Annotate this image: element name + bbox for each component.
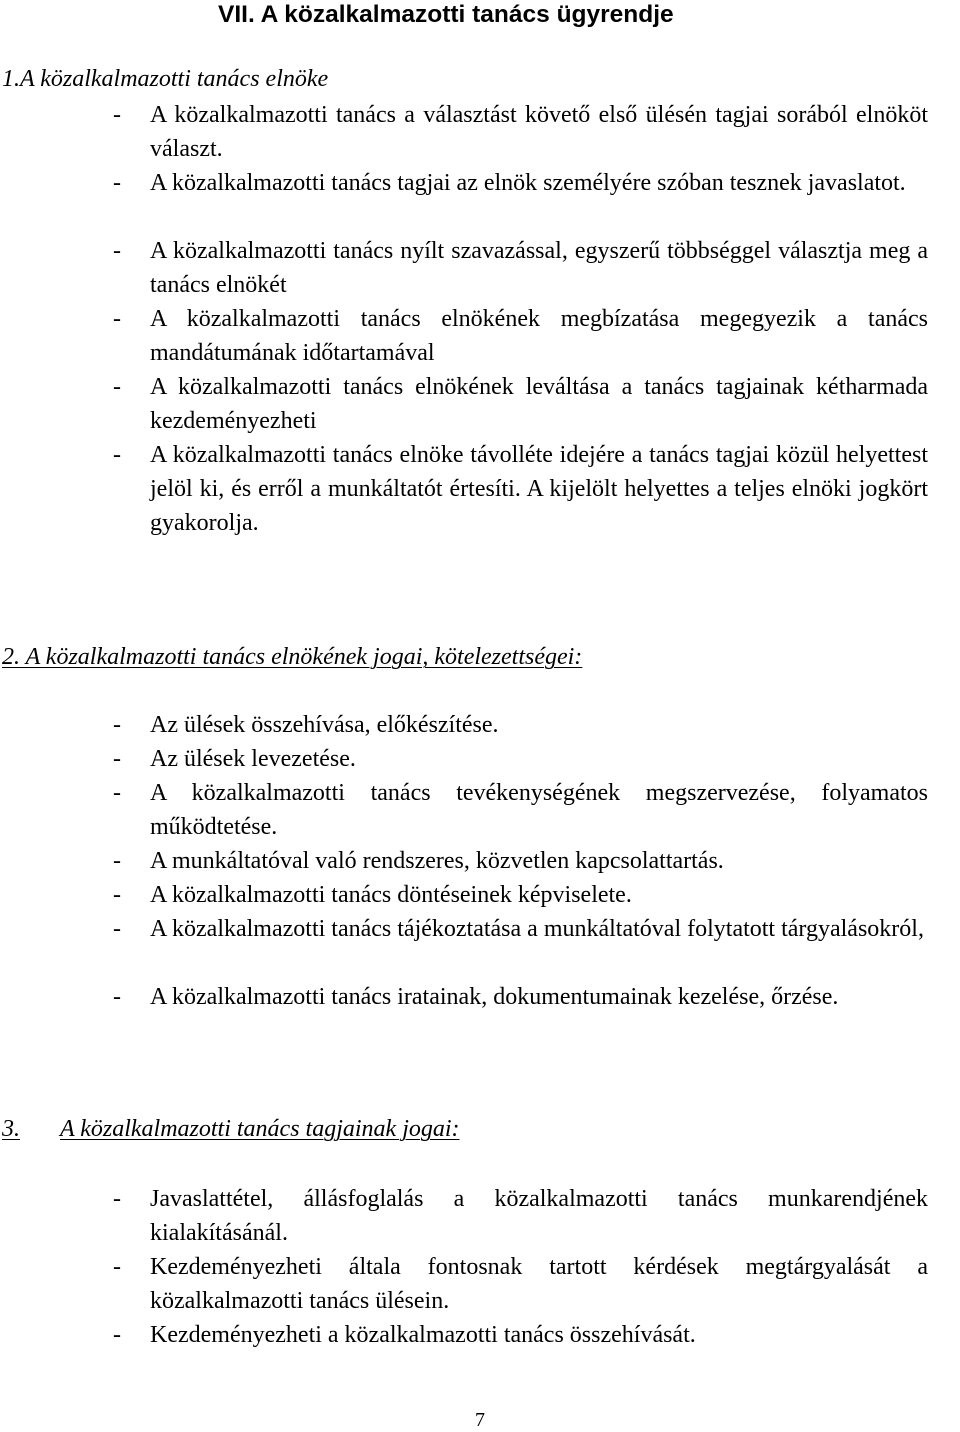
list-item-text: A közalkalmazotti tanács nyílt szavazással, egyszerű többséggel választja meg a tanács elnökét [150, 238, 928, 298]
list-dash: - [113, 882, 121, 908]
list-dash: - [113, 170, 121, 196]
list-item [113, 302, 928, 370]
list-dash: - [113, 306, 121, 332]
list-item [113, 776, 928, 844]
list-item-text: A közalkalmazotti tanács tájékoztatása a munkáltatóval folytatott tárgyalásokról, [150, 916, 924, 942]
page-number: 7 [475, 1409, 485, 1431]
list-item [113, 438, 928, 540]
list-item [113, 98, 928, 166]
section-3-heading [2, 1114, 460, 1144]
list-dash: - [113, 1186, 121, 1212]
list-dash: - [113, 442, 121, 468]
list-item [113, 1250, 928, 1318]
list-dash: - [113, 984, 121, 1010]
list-item-text: A közalkalmazotti tanács elnökének megbízatása megegyezik a tanács mandátumának időtartamával [150, 306, 928, 366]
list-item [113, 708, 928, 742]
list-dash: - [113, 746, 121, 772]
section-3-title: A közalkalmazotti tanács tagjainak jogai: [60, 1116, 460, 1142]
list-item [113, 844, 928, 878]
list-dash: - [113, 374, 121, 400]
list-item-text: A munkáltatóval való rendszeres, közvetlen kapcsolattartás. [150, 848, 724, 874]
list-item-text: Az ülések levezetése. [150, 746, 356, 772]
list-item [113, 742, 928, 776]
section-3-number: 3. [2, 1116, 20, 1142]
list-item-text: A közalkalmazotti tanács iratainak, dokumentumainak kezelése, őrzése. [150, 984, 839, 1010]
list-item-text: A közalkalmazotti tanács döntéseinek képviselete. [150, 882, 632, 908]
list-item [113, 878, 928, 912]
list-dash: - [113, 1254, 121, 1280]
list-item [113, 166, 928, 200]
list-dash: - [113, 238, 121, 264]
list-item [113, 370, 928, 438]
list-item-text: A közalkalmazotti tanács elnökének leváltása a tanács tagjainak kétharmada kezdeményezheti [150, 374, 928, 434]
list-item-text: Kezdeményezheti általa fontosnak tartott kérdések megtárgyalását a közalkalmazotti tanács ülésein. [150, 1254, 928, 1314]
list-item-text: A közalkalmazotti tanács elnöke távolléte idejére a tanács tagjai közül helyettest jelöl ki, és erről a munkáltatót értesíti. A kijelölt helyettes a teljes elnöki jogkört gyakorolja. [150, 442, 928, 536]
list-item [113, 980, 928, 1014]
list-item-text: A közalkalmazotti tanács tevékenységének megszervezése, folyamatos működtetése. [150, 780, 928, 840]
list-item-text: A közalkalmazotti tanács tagjai az elnök személyére szóban tesznek javaslatot. [150, 170, 906, 196]
list-item [113, 1182, 928, 1250]
list-item-text: Kezdeményezheti a közalkalmazotti tanács összehívását. [150, 1322, 696, 1348]
list-item-text: Javaslattétel, állásfoglalás a közalkalmazotti tanács munkarendjének kialakításánál. [150, 1186, 928, 1246]
list-dash: - [113, 102, 121, 128]
list-dash: - [113, 1322, 121, 1348]
list-item [113, 234, 928, 302]
list-dash: - [113, 848, 121, 874]
section-1-heading: 1.A közalkalmazotti tanács elnöke [2, 66, 329, 92]
list-dash: - [113, 712, 121, 738]
list-dash: - [113, 916, 121, 942]
list-item [113, 912, 928, 946]
list-item [113, 1318, 928, 1352]
list-item-text: Az ülések összehívása, előkészítése. [150, 712, 499, 738]
list-dash: - [113, 780, 121, 806]
chapter-title: VII. A közalkalmazotti tanács ügyrendje [218, 1, 674, 28]
list-item-text: A közalkalmazotti tanács a választást követő első ülésén tagjai sorából elnököt választ. [150, 102, 928, 162]
section-2-heading: 2. A közalkalmazotti tanács elnökének jogai, kötelezettségei: [2, 644, 583, 670]
